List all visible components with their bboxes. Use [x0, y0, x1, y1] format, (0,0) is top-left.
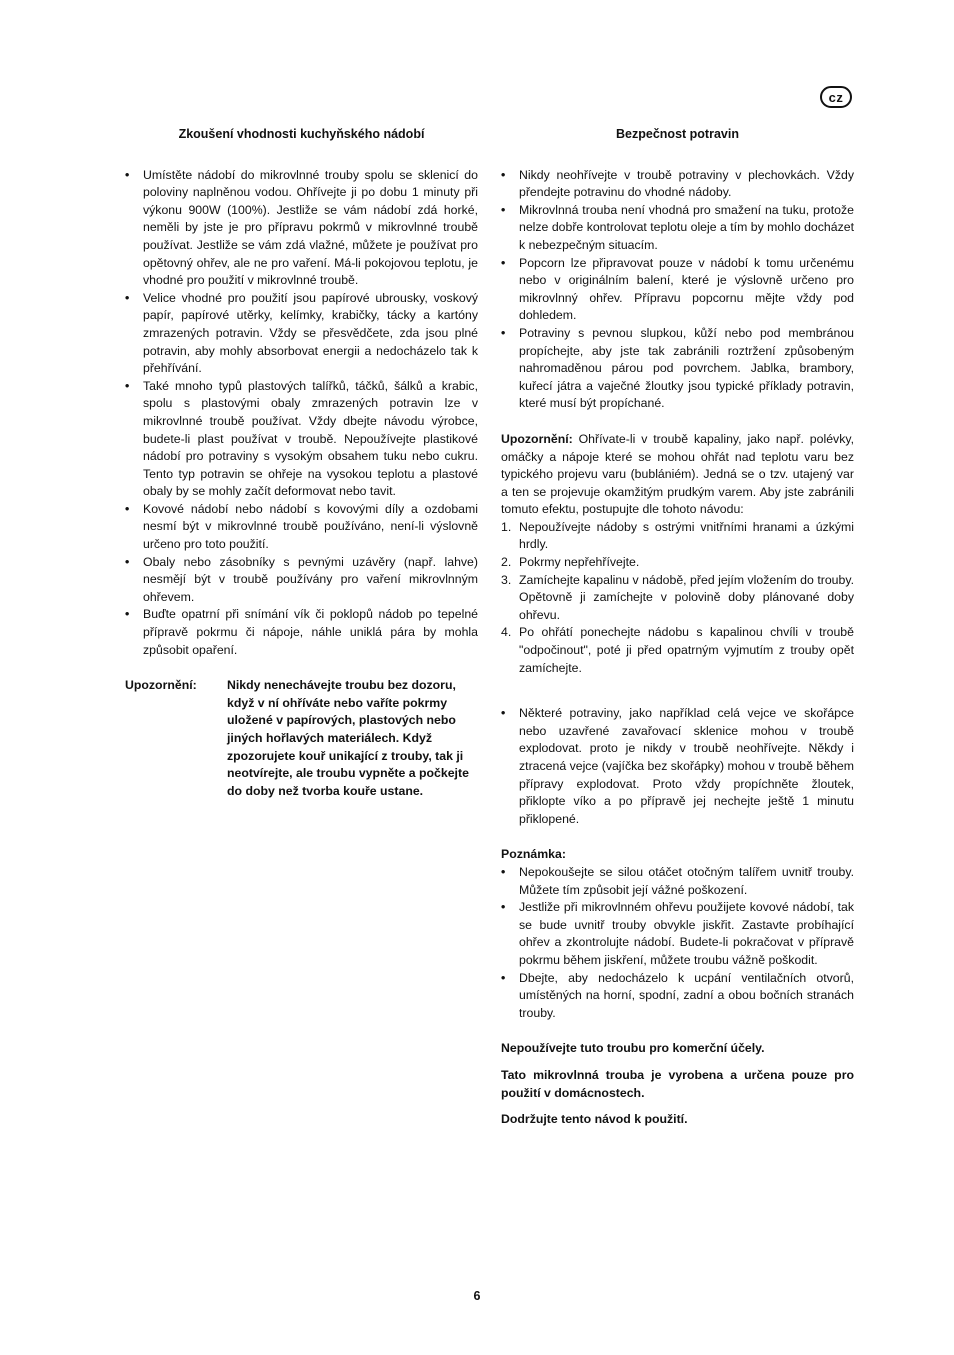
cookware-bullet-list [125, 167, 478, 660]
list-item: • Mikrovlnná trouba není vhodná pro smažení na tuku, protože nelze dobře kontrolovat teplotu oleje a tím by mohlo docházet k nebezpečným situacím. [501, 202, 854, 255]
liquid-warning-paragraph [501, 431, 854, 519]
list-item: • Kovové nádobí nebo nádobí s kovovými díly a ozdobami nesmí být v mikrovlnné troubě používáno, není-li výslovně určeno pro toto použití. [125, 501, 478, 554]
page-number: 6 [473, 1289, 481, 1303]
section-heading-cookware-test: Zkoušení vhodnosti kuchyňského nádobí [178, 127, 425, 141]
list-item: • Dbejte, aby nedocházelo k ucpání ventilačních otvorů, umístěných na horní, spodní, zadní a obou bočních stranách trouby. [501, 970, 854, 1023]
list-item: • Velice vhodné pro použití jsou papírové ubrousky, voskový papír, papírové utěrky, kelímky, krabičky, tácky a kartóny zmrazených potravin. Vždy se přesvědčete, zda jsou plné potravin, aby mohly absorbovat energii a nedocházelo tak k přehřívání. [125, 290, 478, 378]
food-safety-bullet-list [501, 167, 854, 413]
step-text: Zamíchejte kapalinu v nádobě, před jejím vložením do trouby. Opětovně ji zamíchejte v polovině doby plánované doby ohřevu. [519, 572, 854, 622]
list-item: • Nikdy neohřívejte v troubě potraviny v plechovkách. Vždy přendejte potravinu do vhodné nádoby. [501, 167, 854, 202]
list-item: • Nepokoušejte se silou otáčet otočným talířem uvnitř trouby. Můžete tím způsobit její vážné poškození. [501, 864, 854, 899]
left-column [125, 126, 478, 800]
section-heading-food-safety: Bezpečnost potravin [616, 127, 739, 141]
note-label: Poznámka: [501, 847, 566, 862]
list-item [501, 624, 854, 677]
step-text: Nepoužívejte nádoby s ostrými vnitřními hranami a úzkými hrdly. [519, 519, 854, 552]
step-number: 1. [501, 519, 512, 534]
warning-text: Nikdy nenechávejte troubu bez dozoru, když v ní ohříváte nebo vaříte pokrmy uložené v papírových, plastových nebo jiných hořlavých materiálech. Když zpozorujete kouř unikající z trouby, tak ji neotvírejte, ale troubu vypněte a počkejte do doby než tvorba kouře ustane. [227, 678, 469, 798]
list-item: • Obaly nebo zásobníky s pevnými uzávěry (např. lahve) nesmějí být v troubě používány pro vaření mikrovlnným ohřevem. [125, 554, 478, 607]
step-number: 4. [501, 625, 512, 640]
household-use-notice: Tato mikrovlnná trouba je vyrobena a určena pouze pro použití v domácnostech. [501, 1067, 854, 1100]
list-item [501, 572, 854, 625]
warning-label: Upozornění: [125, 678, 197, 693]
list-item: • Umístěte nádobí do mikrovlnné trouby spolu se sklenicí do poloviny naplněnou vodou. Ohřívejte ji po dobu 1 minuty při výkonu 900W (100%). Jestliže se vám nádobí zdá horké, neměli by jste je pro přípravu pokrmů v mikrovlnné troubě používat. Jestliže se vám zdá vlažné, můžete je používat pro opětovný ohřev, ale ne pro vaření. Má-li pokojovou teplotu, je vhodné pro použití v mikrovlnné troubě. [125, 167, 478, 290]
list-item [501, 519, 854, 554]
eggs-bullet-list [501, 705, 854, 828]
step-number: 2. [501, 555, 512, 570]
list-item: • Jestliže při mikrovlnném ohřevu použijete kovové nádobí, tak se bude uvnitř trouby obvykle jiskřit. Zastavte probíhající ohřev a zkontrolujte nádobí. Budete-li pokračovat v přípravě pokrmu během jiskření, můžete troubu vážně poškodit. [501, 899, 854, 969]
liquid-steps-list [501, 519, 854, 677]
step-number: 3. [501, 572, 512, 587]
list-item: • Také mnoho typů plastových talířků, táčků, šálků a krabic, spolu s plastovými obaly zmrazených potravin lze v mikrovlnné troubě používat. Vždy dbejte návodu výrobce, budete-li plast používat v troubě. Nepoužívejte plastikové nádobí pro potraviny s vysokým obsahem tuku nebo cukru. Tento typ potravin se ohřeje na vysokou teplotu a plastové obaly by se mohly začít deformovat nebo tavit. [125, 378, 478, 501]
list-item: • Potraviny s pevnou slupkou, kůží nebo pod membránou propíchejte, aby jste tak zabránili roztržení způsobeným nahromaděnou párou pod povrchem. Jablka, brambory, kuřecí játra a vaječné žloutky jsou typické příklady potravin, které musí být propíchané. [501, 325, 854, 413]
step-text: Pokrmy nepřehřívejte. [519, 555, 640, 570]
right-column [501, 126, 854, 1129]
list-item [501, 554, 854, 572]
step-text: Po ohřátí ponechejte nádobu s kapalinou chvíli v troubě "odpočinout", poté ji před opatrným vyjmutím z trouby opět zamíchejte. [519, 625, 854, 675]
follow-instructions-notice: Dodržujte tento návod k použití. [501, 1112, 688, 1127]
commercial-use-notice: Nepoužívejte tuto troubu pro komerční účely. [501, 1041, 765, 1056]
warning-label: Upozornění: [501, 431, 573, 446]
list-item: • Buďte opatrní při snímání vík či poklopů nádob po tepelné přípravě pokrmu či nápoje, náhle uniklá pára by mohla způsobit opaření. [125, 606, 478, 659]
list-item: • Popcorn lze připravovat pouze v nádobí k tomu určenému nebo v originálním balení, které je výslovně určeno pro mikrovlnný ohřev. Přípravu popcornu mějte vždy pod dohledem. [501, 255, 854, 325]
list-item: • Některé potraviny, jako například celá vejce ve skořápce nebo uzavřené zavařovací sklenice mohou v troubě explodovat. proto je nikdy v troubě neohřívejte. Někdy i ztracená vejce (vajíčka bez skořápky) mohou v troubě během přípravy explodovat. Proto vždy propíchněte žloutek, přiklopte víko a po přípravě jej nechejte ještě 1 minutu přiklopené. [501, 705, 854, 828]
warning-block [125, 677, 478, 800]
note-bullet-list [501, 864, 854, 1022]
warning-text: Ohřívate-li v troubě kapaliny, jako např. polévky, omáčky a nápoje které se mohou ohřát nad teplotu varu bez typického projevu varu (bublániém). Jedná se o tzv. utajený var a ten se projevuje okamžitým prudkým varem. Aby jste zabránili tomuto efektu, postupujte dle tohoto návodu: [501, 431, 854, 517]
language-badge: cz [820, 86, 852, 108]
